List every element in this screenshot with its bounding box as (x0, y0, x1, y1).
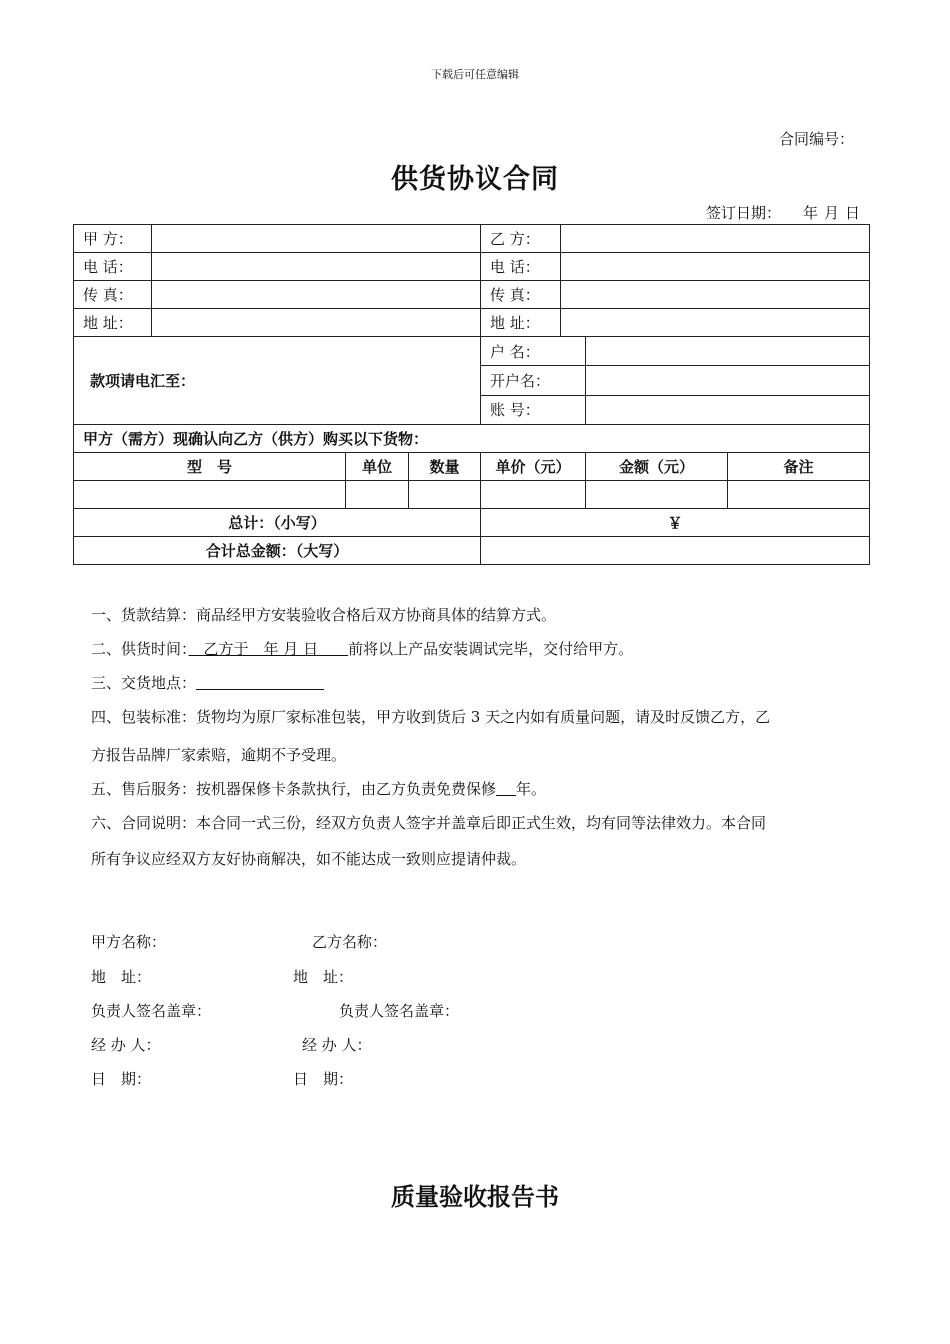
goods-header-remark: 备注 (728, 453, 870, 481)
goods-header-model: 型 号 (74, 453, 346, 481)
party-a-label: 甲 方： (74, 225, 152, 253)
party-a-fax-label: 传 真： (74, 281, 152, 309)
sign-date (706, 202, 860, 223)
header-note: 下载后可任意编辑 (431, 68, 519, 81)
term-6-line-2: 所有争议应经双方友好协商解决，如不能达成一致则应提请仲裁。 (91, 850, 527, 868)
term-5-prefix: 五、售后服务：按机器保修卡条款执行，由乙方负责免费保修 (91, 780, 497, 798)
total-small-label: 总计：（小写） (74, 509, 481, 537)
party-b-label: 乙 方： (481, 225, 561, 253)
sign-date-day: 日 (844, 204, 860, 222)
term-5-suffix: 年。 (516, 780, 547, 798)
party-a-phone-label: 电 话： (74, 253, 152, 281)
goods-cell-unit[interactable] (346, 481, 409, 509)
term-2 (91, 637, 871, 661)
contract-number-label: 合同编号： (778, 130, 854, 148)
goods-header-unit: 单位 (346, 453, 409, 481)
goods-cell-model[interactable] (74, 481, 346, 509)
sig-a-date: 日 期： (91, 1070, 152, 1088)
party-a-fax-field[interactable] (152, 281, 481, 309)
sig-b-handler: 经 办 人： (302, 1036, 372, 1054)
document-title: 供货协议合同 (391, 164, 559, 195)
sig-a-signature: 负责人签名盖章： (91, 1002, 212, 1020)
party-b-fax-label: 传 真： (481, 281, 561, 309)
term-3 (91, 671, 871, 695)
party-b-address-label: 地 址： (481, 309, 561, 337)
goods-cell-unit-price[interactable] (481, 481, 586, 509)
total-big-value[interactable] (481, 537, 870, 565)
term-5 (91, 777, 871, 801)
party-a-phone-field[interactable] (152, 253, 481, 281)
account-number-label: 账 号： (481, 395, 586, 424)
party-a-address-label: 地 址： (74, 309, 152, 337)
term-3-prefix: 三、交货地点： (91, 674, 197, 692)
sig-b-address: 地 址： (293, 968, 354, 986)
quality-report-title: 质量验收报告书 (391, 1182, 559, 1211)
total-big-label: 合计总金额：（大写） (74, 537, 481, 565)
account-number-field[interactable] (586, 395, 870, 424)
party-a-address-field[interactable] (152, 309, 481, 337)
goods-header-unit-price: 单价（元） (481, 453, 586, 481)
term-4-line-1: 四、包装标准：货物均为原厂家标准包装，甲方收到货后 3 天之内如有质量问题，请及时反馈乙方，乙 (91, 708, 771, 726)
term-4-line-2: 方报告品牌厂家索赔，逾期不予受理。 (91, 746, 347, 764)
sign-date-month: 月 (823, 204, 839, 222)
delivery-place-field[interactable] (196, 673, 324, 690)
goods-header-amount: 金额（元） (586, 453, 728, 481)
sign-date-label: 签订日期： (705, 204, 781, 222)
term-1: 一、货款结算：商品经甲方安装验收合格后双方协商具体的结算方式。 (91, 606, 557, 624)
term-2-suffix: 前将以上产品安装调试完毕，交付给甲方。 (348, 640, 634, 658)
goods-cell-amount[interactable] (586, 481, 728, 509)
contract-table (73, 224, 870, 565)
party-a-field[interactable] (152, 225, 481, 253)
bank-field[interactable] (586, 366, 870, 395)
term-2-fill[interactable]: 乙方于 年 月 日 (203, 640, 319, 658)
party-b-address-field[interactable] (561, 309, 870, 337)
party-b-phone-label: 电 话： (481, 253, 561, 281)
sig-b-signature: 负责人签名盖章： (339, 1002, 460, 1020)
sig-a-address: 地 址： (91, 968, 152, 986)
purchase-statement: 甲方（需方）现确认向乙方（供方）购买以下货物： (74, 425, 870, 453)
party-b-phone-field[interactable] (561, 253, 870, 281)
total-small-value[interactable]: ￥ (481, 509, 870, 537)
sig-a-handler: 经 办 人： (91, 1036, 161, 1054)
sig-a-name: 甲方名称： (91, 933, 167, 951)
sig-b-name: 乙方名称： (312, 933, 388, 951)
sig-b-date: 日 期： (293, 1070, 354, 1088)
goods-cell-remark[interactable] (728, 481, 870, 509)
goods-cell-quantity[interactable] (409, 481, 481, 509)
party-b-field[interactable] (561, 225, 870, 253)
term-2-prefix: 二、供货时间： (91, 640, 189, 658)
party-b-fax-field[interactable] (561, 281, 870, 309)
account-name-label: 户 名： (481, 337, 586, 366)
bank-label: 开户名： (481, 366, 586, 395)
goods-header-quantity: 数量 (409, 453, 481, 481)
remit-label: 款项请电汇至： (74, 337, 481, 425)
warranty-years-field[interactable] (496, 779, 516, 796)
sign-date-year: 年 (802, 204, 818, 222)
term-6-line-1: 六、合同说明：本合同一式三份，经双方负责人签字并盖章后即正式生效，均有同等法律效力。本合同 (91, 814, 767, 832)
account-name-field[interactable] (586, 337, 870, 366)
